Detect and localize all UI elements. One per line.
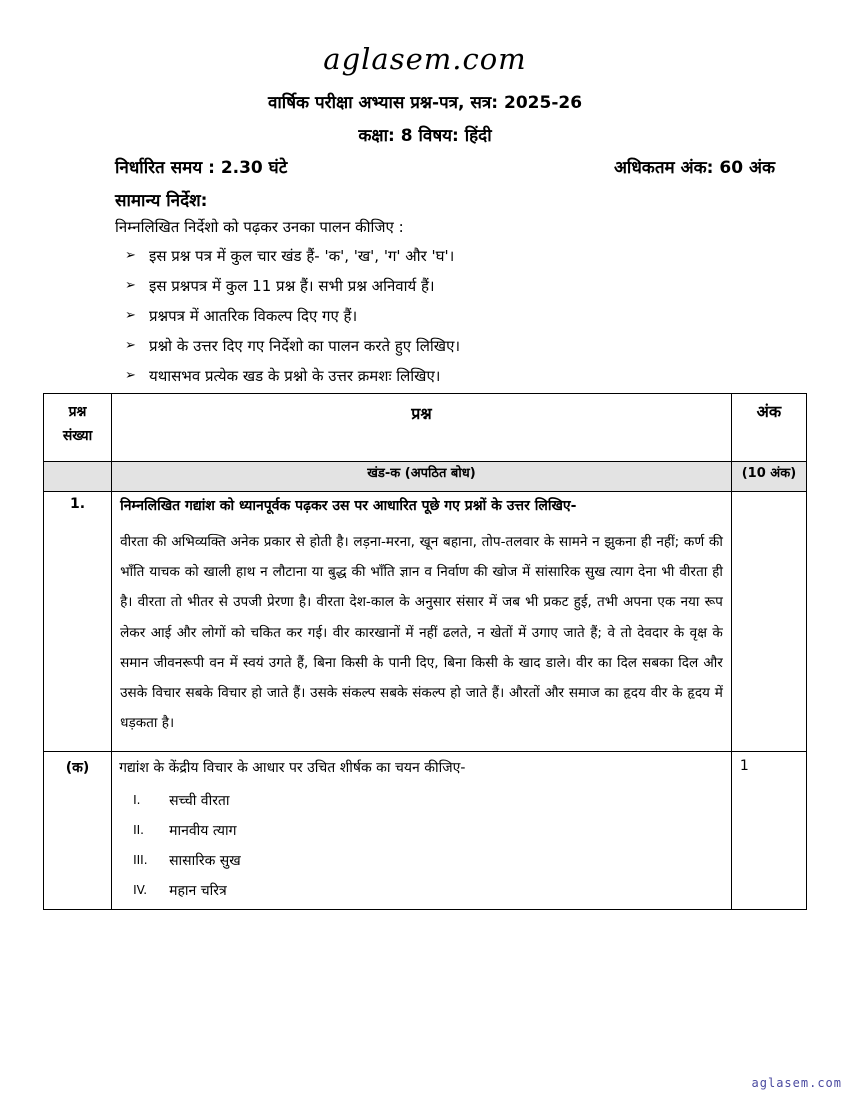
arrow-bullet-icon: ➢ — [125, 308, 136, 323]
arrow-bullet-icon: ➢ — [125, 248, 136, 263]
section-title: खंड-क (अपठित बोध) — [112, 462, 732, 492]
question-instruction: निम्नलिखित गद्यांश को ध्यानपूर्वक पढ़कर उस पर आधारित पूछे गए प्रश्नों के उत्तर लिखिए- — [120, 498, 577, 514]
time-allowed: निर्धारित समय : 2.30 घंटे — [115, 158, 288, 178]
instructions-intro: निम्नलिखित निर्देशो को पढ़कर उनका पालन कीजिए : — [115, 218, 404, 236]
section-marks: (10 अंक) — [731, 462, 806, 492]
instructions-heading: सामान्य निर्देश: — [115, 191, 208, 211]
instruction-item: ➢ प्रश्नो के उत्तर दिए गए निर्देशो का पालन करते हुए लिखिए। — [125, 334, 460, 364]
question-table — [43, 393, 807, 910]
table-row — [44, 752, 807, 910]
options-list — [113, 785, 730, 905]
question-number: 1. — [44, 492, 112, 752]
reading-passage: वीरता की अभिव्यक्ति अनेक प्रकार से होती है। लड़ना-मरना, खून बहाना, तोप-तलवार के सामने न झुकना ही नहीं; कर्ण की भाँति याचक को खाली हाथ न लौटाना या बुद्ध की भाँति ज्ञान व निर्वाण की खोज में सांसारिक सुख त्याग देना भी वीरता ही है। वीरता तो भीतर से उपजी प्रेरणा है। वीरता देश-काल के अनुसार संसार में जब भी प्रकट हुई, तभी अपना एक नया रूप लेकर आई और लोगों को चकित कर गई। वीर कारखानों में नहीं ढलते, न खेतों में उगाए जाते हैं; वे तो देवदार के वृक्ष के समान जीवनरूपी वन में स्वयं उगते हैं, बिना किसी के पानी दिए, बिना किसी के खाद डाले। वीर का दिल सबका दिल और उसके विचार सबके विचार हो जाते हैं। उसके संकल्प सबके संकल्प हो जाते हैं। औरतों और समाज का हृदय वीर के हृदय में धड़कता है। — [120, 534, 723, 732]
site-logo: aglasem.com — [323, 42, 527, 76]
arrow-bullet-icon: ➢ — [125, 368, 136, 383]
class-subject: कक्षा: 8 विषय: हिंदी — [358, 126, 492, 146]
col-header-question: प्रश्न — [112, 394, 732, 462]
subquestion-label: (क) — [44, 752, 112, 910]
instruction-item: ➢ यथासभव प्रत्येक खड के प्रश्नो के उत्तर क्रमशः लिखिए। — [125, 364, 460, 394]
instructions-list — [125, 244, 460, 394]
subquestion-marks: 1 — [731, 752, 806, 910]
option-item: I. सच्ची वीरता — [133, 792, 230, 809]
footer-link[interactable]: aglasem.com — [751, 1076, 842, 1090]
max-marks: अधिकतम अंक: 60 अंक — [613, 158, 775, 178]
table-row — [44, 492, 807, 752]
instruction-item: ➢ प्रश्नपत्र में आतरिक विकल्प दिए गए हैं। — [125, 304, 460, 334]
arrow-bullet-icon: ➢ — [125, 338, 136, 353]
subquestion-text: गद्यांश के केंद्रीय विचार के आधार पर उचित शीर्षक का चयन कीजिए- — [119, 760, 466, 777]
exam-title: वार्षिक परीक्षा अभ्यास प्रश्न-पत्र, सत्र: 2025-26 — [267, 93, 583, 113]
instruction-item: ➢ इस प्रश्नपत्र में कुल 11 प्रश्न हैं। सभी प्रश्न अनिवार्य हैं। — [125, 274, 460, 304]
option-item: II. मानवीय त्याग — [133, 822, 237, 839]
option-item: III. सासारिक सुख — [133, 852, 241, 869]
col-header-number: प्रश्न संख्या — [44, 394, 112, 462]
section-row — [44, 462, 807, 492]
instruction-item: ➢ इस प्रश्न पत्र में कुल चार खंड हैं- 'क', 'ख', 'ग' और 'घ'। — [125, 244, 460, 274]
col-header-marks: अंक — [731, 394, 806, 462]
table-header-row — [44, 394, 807, 462]
exam-meta-row — [115, 155, 775, 178]
option-item: IV. महान चरित्र — [133, 882, 227, 899]
arrow-bullet-icon: ➢ — [125, 278, 136, 293]
